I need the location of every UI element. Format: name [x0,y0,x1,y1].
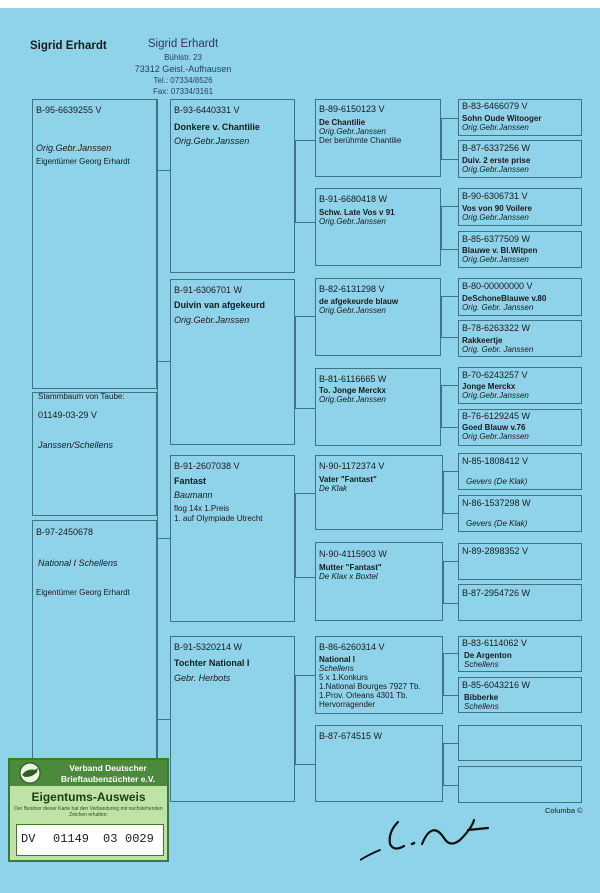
owner-address [128,37,238,97]
gen3-name: Mutter "Fantast" [319,563,382,572]
connector-line [443,743,458,744]
father-owner: Eigentümer Georg Erhardt [36,157,130,166]
gen4-ring: N-85-1808412 V [462,456,529,466]
ownership-stamp [8,758,169,862]
connector-line [443,653,458,654]
stamp-year: 03 [103,832,118,846]
gen4-ring: N-86-1537298 W [462,498,531,508]
gen4-line: Orig. Gebr. Janssen [462,303,534,312]
gen4-line: Gevers (De Klak) [466,519,528,528]
gen4-ring: B-85-6043216 W [462,680,531,690]
gen2-ring: B-91-5320214 W [174,642,243,652]
gen4-line: Orig. Gebr. Janssen [462,345,534,354]
connector-line [443,513,458,514]
address-name: Sigrid Erhardt [147,38,219,50]
gen4-line: Schellens [464,702,499,711]
address-tel: Tel.: 07334/8526 [153,76,213,85]
gen2-line: Orig.Gebr.Janssen [174,136,250,146]
gen2-name: Fantast [174,476,207,486]
gen4-line: Orig.Gebr.Janssen [462,213,529,222]
gen4-name: Blauwe v. Bl.Witpen [462,246,538,255]
connector-line [157,719,170,720]
mother-owner: Eigentümer Georg Erhardt [36,588,130,597]
gen4-line: Orig.Gebr.Janssen [462,123,529,132]
gen2-name: Tochter National I [174,658,250,668]
gen4-name: DeSchoneBlauwe v.80 [462,294,547,303]
gen4-name: Rakkeertje [462,336,503,345]
gen4-box [458,725,582,761]
gen4-ring: B-87-6337256 W [462,143,531,153]
gen4-ring: B-83-6114062 V [462,638,527,648]
gen3-ring: B-82-6131298 V [319,284,385,294]
stamp-number: 0029 [125,832,154,846]
gen4-ring: N-89-2898352 V [462,546,529,556]
gen3-line: De Klak [319,484,348,493]
gen4-line: Gevers (De Klak) [466,477,528,486]
gen4-ring: B-85-6377509 W [462,234,531,244]
stamp-club: 01149 [53,832,90,846]
gen3-line: Orig.Gebr.Janssen [319,306,386,315]
gen2-ring: B-93-6440331 V [174,105,240,115]
connector-line [295,675,315,676]
gen3-line: Orig.Gebr.Janssen [319,127,386,136]
gen3-line: Schellens [319,664,354,673]
connector-line [441,337,458,338]
connector-line [295,408,315,409]
gen3-note: 1.Prov. Orleans 4301 Tb. [319,691,408,700]
gen4-ring: B-90-6306731 V [462,191,528,201]
address-street: Bühlstr. 23 [164,53,202,62]
gen3-name: National I [319,655,356,664]
gen4-ring: B-76-6129245 W [462,411,531,421]
connector-line [441,296,442,337]
owner-name: Sigrid Erhardt [30,40,107,52]
gen3-ring: B-81-6116665 W [319,374,387,384]
gen2-name: Donkere v. Chantilie [174,122,260,132]
gen4-name: Sohn Oude Witooger [462,114,542,123]
gen4-box [458,766,582,803]
connector-line [295,316,315,317]
connector-line [443,471,444,513]
stamp-country: DV [21,832,36,846]
connector-line [443,695,458,696]
stamp-title: Eigentums-Ausweis [31,790,146,804]
gen4-name: De Argenton [464,651,512,660]
stamp-ring-number [16,824,164,856]
connector-line [157,99,158,802]
gen3-note: Der berühmte Chantilie [319,136,402,145]
gen4-line: Orig.Gebr.Janssen [462,165,529,174]
gen4-line: Orig.Gebr.Janssen [462,432,529,441]
gen3-ring: N-90-4115903 W [319,549,387,559]
connector-line [443,743,444,785]
connector-line [441,206,458,207]
gen2-name: Duivin van afgekeurd [174,300,266,310]
gen4-line: Orig.Gebr.Janssen [462,391,529,400]
gen4-name: Bibberke [464,693,499,702]
gen4-ring: B-80-00000000 V [462,281,533,291]
gen2-line: Gebr. Herbots [174,673,231,683]
gen4-name: Duiv. 2 erste prise [462,156,531,165]
connector-line [443,561,458,562]
gen3-ring: B-87-674515 W [319,731,383,741]
connector-line [295,493,315,494]
connector-line [441,385,442,427]
stamp-organization [50,763,166,785]
gen2-note: flog 14x 1.Preis [174,504,230,513]
connector-line [295,140,296,222]
gen3-name: De Chantilie [319,118,366,127]
connector-line [157,170,170,171]
connector-line [441,159,458,160]
connector-line [441,249,458,250]
mother-ring: B-97-2450678 [36,527,94,537]
gen3-ring: B-86-6260314 V [319,642,385,652]
connector-line [443,653,444,695]
gen4-ring: B-83-6466079 V [462,101,528,111]
stamp-header [10,760,167,786]
handwritten-signature [360,810,520,865]
connector-line [443,785,458,786]
connector-line [295,675,296,764]
gen2-note: 1. auf Olympiade Utrecht [174,514,263,523]
gen4-name: Goed Blauw v.76 [462,423,526,432]
stamp-org-line1: Verband Deutscher [69,763,147,773]
gen3-ring: B-91-6680418 W [319,194,388,204]
pigeon-emblem-icon [16,762,44,784]
gen2-line: Baumann [174,490,213,500]
connector-line [441,118,458,119]
father-ring: B-95-6639255 V [36,105,102,115]
gen4-name: Vos von 90 Voilere [462,204,532,213]
gen3-name: Vater "Fantast" [319,475,377,484]
connector-line [441,296,458,297]
connector-line [295,764,315,765]
stamp-note: Der Besitzer dieser Karte hat den Verbandsring mit nachstehenden Zeichen erhalten: [14,806,163,818]
connector-line [295,222,315,223]
subject-breeder: Janssen/Schellens [38,440,114,450]
mother-line: National I Schellens [38,558,118,568]
gen3-line: De Klax x Boxtel [319,572,378,581]
gen4-ring: B-78-6263322 W [462,323,531,333]
address-city: 73312 Geisl.-Aufhausen [134,64,232,74]
gen3-note: 1.National Bourges 7927 Tb. [319,682,421,691]
connector-line [295,577,315,578]
connector-line [443,561,444,603]
connector-line [157,538,170,539]
connector-line [157,361,170,362]
gen3-name: Schw. Late Vos v 91 [319,208,395,217]
gen2-ring: B-91-6306701 W [174,285,243,295]
gen3-name: To. Jonge Merckx [319,386,386,395]
stamp-org-line2: Brieftaubenzüchter e.V. [60,774,156,784]
gen4-line: Schellens [464,660,499,669]
gen3-line: Orig.Gebr.Janssen [319,395,386,404]
gen3-line: Orig.Gebr.Janssen [319,217,386,226]
gen3-name: de afgekeurde blauw [319,297,399,306]
father-line: Orig.Gebr.Janssen [36,143,112,153]
gen3-note: Hervorragender [319,700,376,709]
gen3-note: 5 x 1.Konkurs [319,673,368,682]
connector-line [441,385,458,386]
gen2-ring: B-91-2607038 V [174,461,240,471]
address-fax: Fax: 07334/3161 [152,87,214,96]
gen4-ring: B-70-6243257 V [462,370,528,380]
brand-label: Columba © [545,806,583,815]
connector-line [441,118,442,159]
subject-ring: 01149-03-29 V [38,410,97,420]
subject-heading: Stammbaum von Taube: [38,392,125,401]
connector-line [443,603,458,604]
connector-line [295,316,296,408]
gen4-line: Orig.Gebr.Janssen [462,255,529,264]
gen3-ring: B-89-6150123 V [319,104,385,114]
connector-line [295,140,315,141]
gen4-ring: B-87-2954726 W [462,588,531,598]
gen2-line: Orig.Gebr.Janssen [174,315,250,325]
connector-line [443,471,458,472]
connector-line [295,493,296,577]
gen4-name: Jonge Merckx [462,382,516,391]
gen3-ring: N-90-1172374 V [319,461,385,471]
connector-line [441,206,442,249]
connector-line [441,427,458,428]
